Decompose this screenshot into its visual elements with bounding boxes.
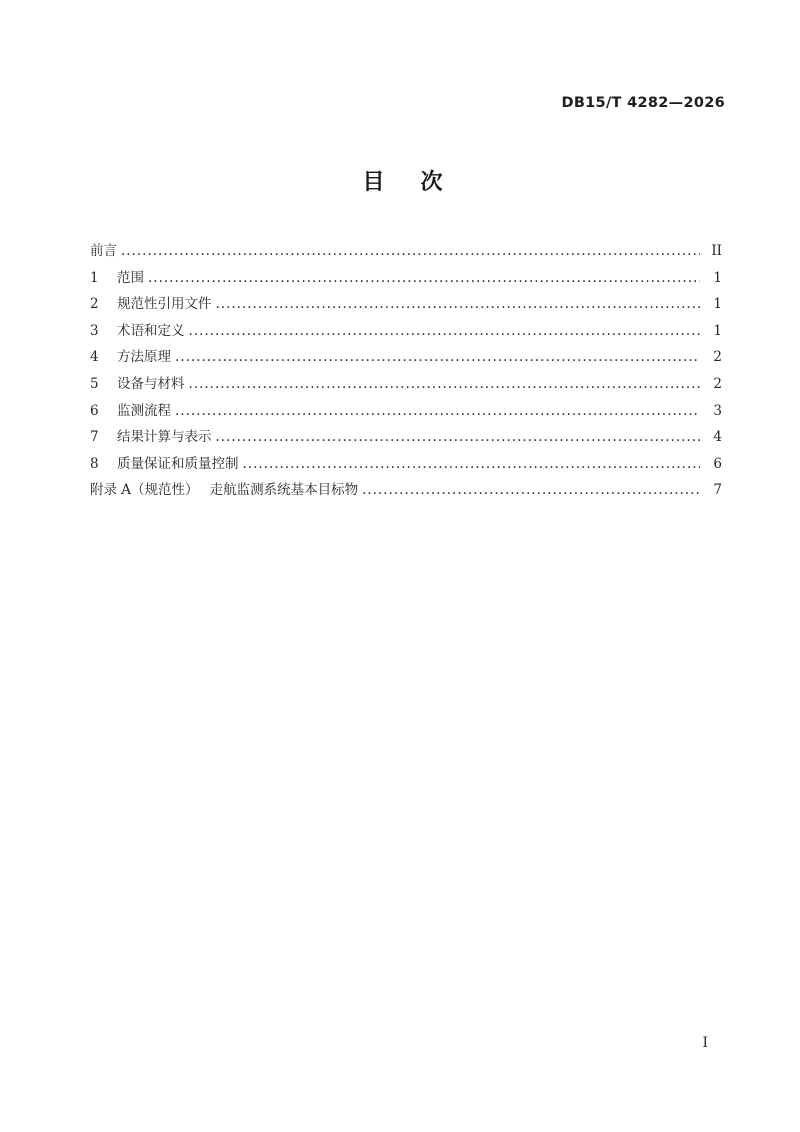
toc-item-number: 8 bbox=[90, 455, 99, 472]
toc-leader-dots bbox=[362, 477, 700, 504]
toc-row bbox=[90, 424, 722, 451]
toc-item-label: 监测流程 bbox=[117, 402, 171, 419]
toc-leader-dots bbox=[243, 451, 701, 478]
toc-leader-dots bbox=[189, 371, 701, 398]
toc-item-number: 7 bbox=[90, 429, 99, 446]
toc-item-number: 5 bbox=[90, 375, 99, 392]
toc-item-number: 3 bbox=[90, 322, 99, 339]
toc-leader-dots bbox=[216, 424, 701, 451]
footer-page-number: I bbox=[702, 1035, 708, 1051]
toc-item-page: 1 bbox=[713, 322, 722, 339]
toc-item-page: 6 bbox=[713, 455, 722, 472]
toc-item-label: 设备与材料 bbox=[117, 375, 185, 392]
toc-item-page: 3 bbox=[713, 402, 722, 419]
toc-leader-dots bbox=[175, 344, 700, 371]
toc-item-page: 1 bbox=[713, 296, 722, 313]
toc-item-page: 7 bbox=[713, 482, 722, 499]
toc-leader-dots bbox=[175, 398, 700, 425]
toc-row bbox=[90, 238, 722, 265]
document-header bbox=[561, 95, 725, 111]
toc-item-label: 术语和定义 bbox=[117, 322, 185, 339]
toc-item-number: 4 bbox=[90, 349, 99, 366]
toc-item-number: 6 bbox=[90, 402, 99, 419]
toc-item-label: 规范性引用文件 bbox=[117, 296, 212, 313]
toc-row bbox=[90, 477, 722, 504]
toc-item-label: 前言 bbox=[90, 243, 117, 259]
document-footer bbox=[90, 1035, 708, 1051]
toc-leader-dots bbox=[189, 318, 701, 345]
toc-row bbox=[90, 265, 722, 292]
toc-item-label: 方法原理 bbox=[117, 349, 171, 366]
toc-item-label: 结果计算与表示 bbox=[117, 429, 212, 446]
toc-row bbox=[90, 318, 722, 345]
standard-number: DB15/T 4282—2026 bbox=[561, 95, 725, 111]
toc-row bbox=[90, 451, 722, 478]
toc-row bbox=[90, 371, 722, 398]
toc-item-label: 附录 A（规范性） 走航监测系统基本目标物 bbox=[90, 482, 359, 499]
toc-item-number: 1 bbox=[90, 269, 99, 286]
toc-leader-dots bbox=[216, 291, 701, 318]
toc-row bbox=[90, 344, 722, 371]
toc-item-page: 1 bbox=[713, 269, 722, 286]
toc-row bbox=[90, 398, 722, 425]
toc-row bbox=[90, 291, 722, 318]
toc-item-page: 2 bbox=[713, 349, 722, 366]
page-title: 目 次 bbox=[362, 170, 450, 195]
toc-item-page: 4 bbox=[713, 429, 722, 446]
toc-item-label: 范围 bbox=[117, 269, 144, 286]
toc-leader-dots bbox=[121, 238, 700, 265]
toc-item-number: 2 bbox=[90, 296, 99, 313]
toc-item-page: 2 bbox=[713, 375, 722, 392]
toc-leader-dots bbox=[148, 265, 700, 292]
toc-item-page: II bbox=[711, 243, 722, 259]
toc-list bbox=[90, 238, 722, 504]
toc-item-label: 质量保证和质量控制 bbox=[117, 455, 239, 472]
